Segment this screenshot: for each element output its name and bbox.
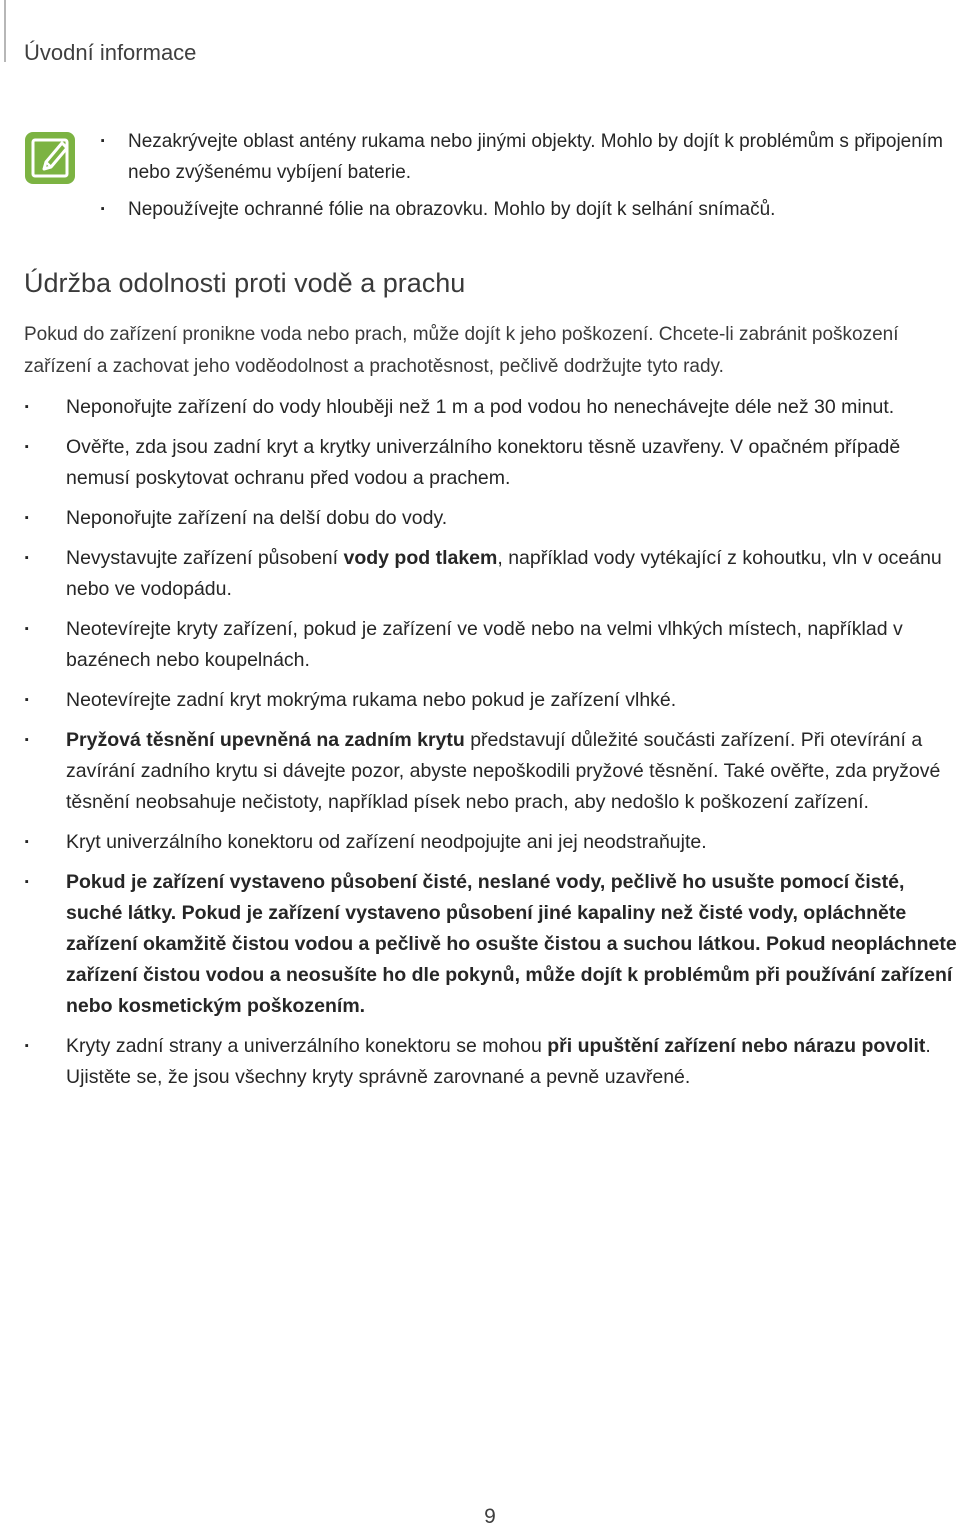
- list-item: [24, 725, 960, 818]
- caution-pencil-icon: [24, 131, 76, 185]
- item-text: Nevystavujte zařízení působení: [66, 547, 344, 569]
- list-item: · Kryt univerzálního konektoru od zařízení neodpojujte ani jej neodstraňujte.: [24, 827, 960, 858]
- list-item: [24, 543, 960, 605]
- item-text: Kryty zadní strany a univerzálního konektoru se mohou: [66, 1035, 548, 1057]
- top-margin-rule: [4, 0, 6, 62]
- list-item: · Neponořujte zařízení do vody hlouběji než 1 m a pod vodou ho nenechávejte déle než 30 minut.: [24, 392, 960, 423]
- section-title: Údržba odolnosti proti vodě a prachu: [24, 268, 466, 298]
- page-number: 9: [484, 1505, 496, 1528]
- list-item: · Ověřte, zda jsou zadní kryt a krytky univerzálního konektoru těsně uzavřeny. V opačném případě nemusí poskytovat ochranu před vodou a prachem.: [24, 432, 960, 494]
- list-item: · Neotevírejte zadní kryt mokrýma rukama nebo pokud je zařízení vlhké.: [24, 685, 960, 716]
- item-text: . Ujistěte se, že jsou všechny kryty správně zarovnané a pevně uzavřené.: [66, 1035, 931, 1088]
- item-text: , například vody vytékající z kohoutku, vln v oceánu nebo ve vodopádu.: [66, 547, 942, 600]
- water-resistance-list: [24, 392, 960, 1102]
- list-item: · Pokud je zařízení vystaveno působení čisté, neslané vody, pečlivě ho usušte pomocí čisté, suché látky. Pokud je zařízení vystaveno působení jiné kapaliny než čisté vody, opláchněte zařízení okamžitě čistou vodou a pečlivě ho osušte čistou a suchou látkou. Pokud neopláchnete zařízení čistou vodou a neosušíte ho dle pokynů, může dojít k problémům při používání zařízení nebo kosmetickým poškozením.: [24, 867, 960, 1022]
- list-item: [24, 1031, 960, 1093]
- list-item: · Neotevírejte kryty zařízení, pokud je zařízení ve vodě nebo na velmi vlhkých místech, například v bazénech nebo koupelnách.: [24, 614, 960, 676]
- item-emphasis: Pryžová těsnění upevněná na zadním krytu: [66, 729, 465, 751]
- item-text: představují důležité součásti zařízení. Při otevírání a zavírání zadního krytu si dávejte pozor, abyste nepoškodili pryžové těsnění. Také ověřte, zda pryžové těsnění neobsahuje nečistoty, například písek nebo prach, aby nedošlo k poškození zařízení.: [66, 729, 941, 813]
- caution-list: [100, 126, 950, 231]
- caution-item: · Nepoužívejte ochranné fólie na obrazovku. Mohlo by dojít k selhání snímačů.: [100, 194, 950, 225]
- section-intro: Pokud do zařízení pronikne voda nebo prach, může dojít k jeho poškození. Chcete-li zabránit poškození zařízení a zachovat jeho voděodolnost a prachotěsnost, pečlivě dodržujte tyto rady.: [24, 324, 899, 377]
- item-emphasis: vody pod tlakem: [343, 547, 498, 569]
- running-header: Úvodní informace: [24, 40, 197, 65]
- caution-item: · Nezakrývejte oblast antény rukama nebo jinými objekty. Mohlo by dojít k problémům s připojením nebo zvýšenému vybíjení baterie.: [100, 126, 950, 188]
- item-emphasis: při upuštění zařízení nebo nárazu povolit: [547, 1035, 926, 1057]
- list-item: · Neponořujte zařízení na delší dobu do vody.: [24, 503, 960, 534]
